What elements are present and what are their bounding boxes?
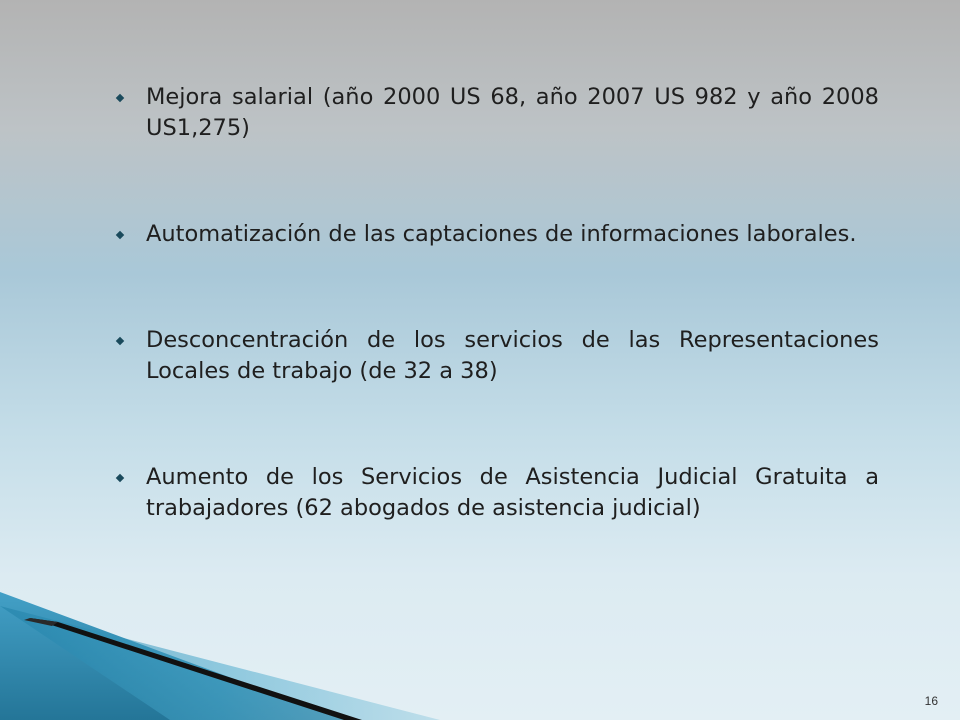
square-bullet-icon [116, 474, 124, 482]
square-bullet-icon [116, 337, 124, 345]
square-bullet-icon [116, 94, 124, 102]
square-bullet-icon [116, 231, 124, 239]
teal-wedge-shape [0, 592, 345, 720]
bullet-text: Aumento de los Servicios de Asistencia Judicial Gratuita a trabajadores (62 abogados de asistencia judicial) [146, 464, 879, 521]
teal-light-wedge-shape [0, 606, 440, 720]
page-number: 16 [924, 694, 938, 708]
dark-swoosh-thin-shape [24, 618, 58, 626]
bullet-text: Desconcentración de los servicios de las Representaciones Locales de trabajo (de 32 a 38) [146, 327, 879, 384]
bullet-text: Mejora salarial (año 2000 US 68, año 2007 US 982 y año 2008 US1,275) [146, 84, 879, 141]
bullet-item-automation [115, 219, 879, 250]
bullet-item-legal-assistance [115, 462, 879, 524]
bullet-text: Automatización de las captaciones de informaciones laborales. [146, 221, 857, 247]
bullet-item-decentralization [115, 325, 879, 387]
bullet-list [115, 82, 879, 524]
bullet-item-salary [115, 82, 879, 144]
dark-swoosh-shape [30, 618, 362, 720]
